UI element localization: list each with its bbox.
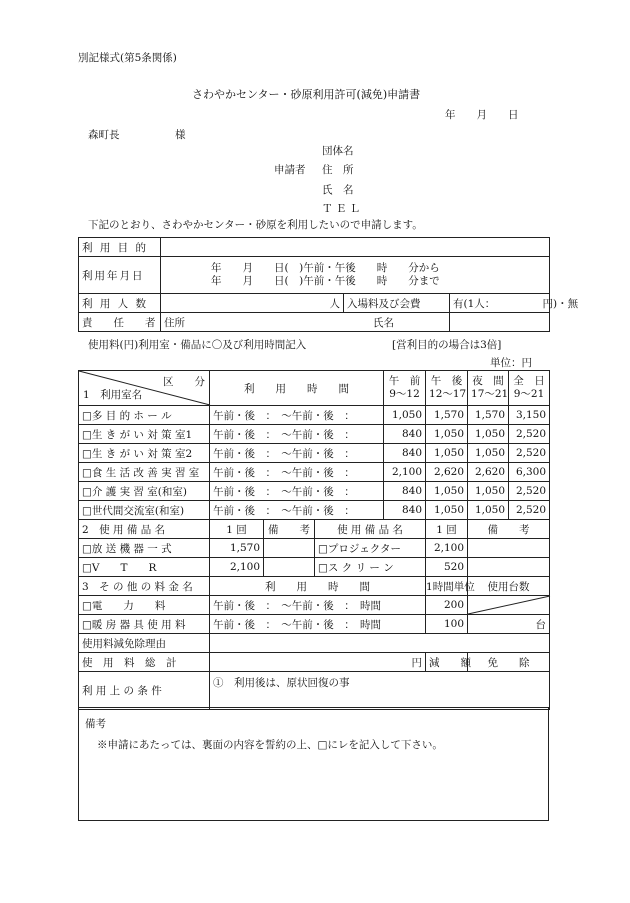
form-number: 別記様式(第5条関係) xyxy=(78,52,177,64)
header-ikkai: 1 回 xyxy=(210,520,264,539)
info-table xyxy=(78,237,579,332)
room-all: 2,520 xyxy=(509,425,550,444)
honorific: 様 xyxy=(175,129,186,141)
label-nengappi: 利用年月日 xyxy=(79,257,161,294)
equipment-name[interactable]: □放 送 機 器 一 式 xyxy=(79,539,210,558)
room-time[interactable]: 午前・後 ： ～午前・後 ： xyxy=(210,406,384,425)
label-mokuteki: 利 用 目 的 xyxy=(79,238,161,257)
room-ev: 1,570 xyxy=(468,406,509,425)
equipment-price: 2,100 xyxy=(210,558,264,577)
remarks-box xyxy=(78,707,549,821)
header-biko2: 備 考 xyxy=(468,520,550,539)
nyujo-field[interactable]: 有(1人： 円)・無 xyxy=(450,294,550,313)
label-ninzu: 利 用 人 数 xyxy=(79,294,161,313)
label-sekinin: 責 任 者 xyxy=(79,313,161,332)
other-time[interactable]: 午前・後 ： ～午前・後 ： 時間 xyxy=(210,596,426,615)
room-ev: 1,050 xyxy=(468,482,509,501)
header-other-jikan: 利 用 時 間 xyxy=(210,577,426,596)
room-ev: 1,050 xyxy=(468,444,509,463)
equipment-row xyxy=(79,558,550,577)
room-name[interactable]: □世代間交流室(和室) xyxy=(79,501,210,520)
label-menjo[interactable]: 免 除 xyxy=(468,653,550,672)
equipment-name[interactable]: □V T R xyxy=(79,558,210,577)
nengappi-field[interactable] xyxy=(161,257,550,294)
genmen-field[interactable] xyxy=(210,634,550,653)
header-ev xyxy=(468,371,509,406)
unit-nin: 人 xyxy=(329,297,340,310)
room-all: 2,520 xyxy=(509,482,550,501)
label-room-heading: 1 利用室名 xyxy=(83,389,143,401)
room-time[interactable]: 午前・後 ： ～午前・後 ： xyxy=(210,501,384,520)
room-all: 6,300 xyxy=(509,463,550,482)
equipment-biko[interactable] xyxy=(264,539,315,558)
other-name[interactable]: □電 力 料 xyxy=(79,596,210,615)
room-ev: 1,050 xyxy=(468,501,509,520)
room-row xyxy=(79,482,550,501)
room-name[interactable]: □多 目 的 ホ ー ル xyxy=(79,406,210,425)
room-am: 2,100 xyxy=(384,463,426,482)
label-other-heading: 3 そ の 他 の 料 金 名 xyxy=(79,577,210,596)
room-pm: 1,050 xyxy=(426,482,468,501)
room-pm: 1,050 xyxy=(426,425,468,444)
label-nyujo: 入場料及び会費 xyxy=(344,294,450,313)
room-am: 840 xyxy=(384,482,426,501)
nengappi-from: 年 月 日( )午前・午後 時 分から xyxy=(211,262,440,274)
header-am-time: 9～12 xyxy=(389,388,420,400)
room-name[interactable]: □介 護 実 習 室(和室) xyxy=(79,482,210,501)
room-pm: 1,050 xyxy=(426,501,468,520)
room-time[interactable]: 午前・後 ： ～午前・後 ： xyxy=(210,463,384,482)
equipment-biko2[interactable] xyxy=(468,539,550,558)
joken-value: ① 利用後は、原状回復の事 xyxy=(210,672,550,710)
diagonal-line xyxy=(468,596,550,614)
room-all: 2,520 xyxy=(509,501,550,520)
label-tel: Ｔ Ｅ Ｌ xyxy=(322,203,361,215)
header-pm xyxy=(426,371,468,406)
header-pm-label: 午 後 xyxy=(430,375,463,387)
header-am-label: 午 前 xyxy=(388,375,421,387)
other-row xyxy=(79,615,550,634)
fee-note: 使用料(円)利用室・備品に〇及び利用時間記入 xyxy=(88,339,307,351)
room-am: 840 xyxy=(384,425,426,444)
equipment-price: 1,570 xyxy=(210,539,264,558)
kubun-cell xyxy=(79,371,210,406)
header-jikan: 利 用 時 間 xyxy=(210,371,384,406)
form-title: さわやかセンター・砂原利用許可(減免)申請書 xyxy=(192,88,421,101)
mokuteki-field[interactable] xyxy=(161,238,550,257)
label-dantai: 団体名 xyxy=(322,145,354,157)
room-am: 840 xyxy=(384,444,426,463)
room-time[interactable]: 午前・後 ： ～午前・後 ： xyxy=(210,444,384,463)
equipment-row xyxy=(79,539,550,558)
header-equipment2: 使 用 備 品 名 xyxy=(315,520,426,539)
room-row xyxy=(79,444,550,463)
equipment-price2: 2,100 xyxy=(426,539,468,558)
other-price: 200 xyxy=(426,596,468,615)
label-sekinin-jusho: 住所 xyxy=(164,316,185,329)
header-am xyxy=(384,371,426,406)
other-row xyxy=(79,596,550,615)
header-ev-time: 17～21 xyxy=(471,388,509,400)
room-am: 840 xyxy=(384,501,426,520)
header-all-label: 全 日 xyxy=(513,375,545,387)
room-pm: 2,620 xyxy=(426,463,468,482)
label-kubun: 区 分 xyxy=(163,376,205,388)
equipment-price2: 520 xyxy=(426,558,468,577)
header-all-time: 9～21 xyxy=(513,388,545,400)
room-ev: 2,620 xyxy=(468,463,509,482)
addressee: 森町長 xyxy=(88,129,120,141)
other-name[interactable]: □暖 房 器 具 使 用 料 xyxy=(79,615,210,634)
label-jusho: 住 所 xyxy=(322,164,354,176)
room-all: 2,520 xyxy=(509,444,550,463)
room-name[interactable]: □生 き が い 対 策 室2 xyxy=(79,444,210,463)
room-pm: 1,050 xyxy=(426,444,468,463)
header-pm-time: 12～17 xyxy=(429,388,467,400)
intro-text: 下記のとおり、さわやかセンター・砂原を利用したいので申請します。 xyxy=(88,219,423,231)
label-shinseisha: 申請者 xyxy=(274,164,306,176)
equipment-name2[interactable]: □プロジェクター xyxy=(315,539,426,558)
sekinin-jusho-field[interactable] xyxy=(161,313,450,332)
header-tani: 1時間単位 xyxy=(426,577,468,596)
label-shimei: 氏 名 xyxy=(322,184,354,196)
label-equipment-heading: 2 使 用 備 品 名 xyxy=(79,520,210,539)
other-time[interactable]: 午前・後 ： ～午前・後 ： 時間 xyxy=(210,615,426,634)
room-pm: 1,570 xyxy=(426,406,468,425)
sekinin-shimei-field[interactable] xyxy=(373,313,550,332)
room-time[interactable]: 午前・後 ： ～午前・後 ： xyxy=(210,425,384,444)
room-row xyxy=(79,406,550,425)
label-sekinin-shimei: 氏名 xyxy=(373,316,394,329)
remarks-label: 備考 xyxy=(85,718,106,730)
ninzu-field[interactable] xyxy=(161,294,344,313)
header-all xyxy=(509,371,550,406)
header-ev-label: 夜 間 xyxy=(472,375,504,387)
label-genmen: 使用料減免除理由 xyxy=(79,634,210,653)
application-date: 年 月 日 xyxy=(445,109,519,121)
header-biko: 備 考 xyxy=(264,520,315,539)
room-row xyxy=(79,463,550,482)
equipment-biko[interactable] xyxy=(264,558,315,577)
other-count xyxy=(468,596,550,615)
room-ev: 1,050 xyxy=(468,425,509,444)
header-daisu: 使用台数 xyxy=(468,577,550,596)
label-gengaku[interactable]: 減 額 xyxy=(426,653,468,672)
nengappi-to: 年 月 日( )午前・午後 時 分まで xyxy=(211,275,440,287)
other-count[interactable]: 台 xyxy=(468,615,550,634)
remarks-text: ※申請にあたっては、裏面の内容を誓約の上、□にレを記入して下さい。 xyxy=(97,739,443,751)
commercial-note: [営利目的の場合は3倍] xyxy=(392,339,502,351)
unit-note: 単位：円 xyxy=(490,357,532,369)
fee-table xyxy=(78,370,550,710)
room-all: 3,150 xyxy=(509,406,550,425)
label-joken: 利 用 上 の 条 件 xyxy=(79,672,210,710)
header-ikkai2: 1 回 xyxy=(426,520,468,539)
sokei-field[interactable]: 円 xyxy=(210,653,426,672)
equipment-biko2[interactable] xyxy=(468,558,550,577)
equipment-name2[interactable]: □ス ク リ ー ン xyxy=(315,558,426,577)
room-am: 1,050 xyxy=(384,406,426,425)
room-name[interactable]: □生 き が い 対 策 室1 xyxy=(79,425,210,444)
room-row xyxy=(79,425,550,444)
label-sokei: 使 用 料 総 計 xyxy=(79,653,210,672)
room-time[interactable]: 午前・後 ： ～午前・後 ： xyxy=(210,482,384,501)
room-name[interactable]: □食 生 活 改 善 実 習 室 xyxy=(79,463,210,482)
other-price: 100 xyxy=(426,615,468,634)
room-row xyxy=(79,501,550,520)
